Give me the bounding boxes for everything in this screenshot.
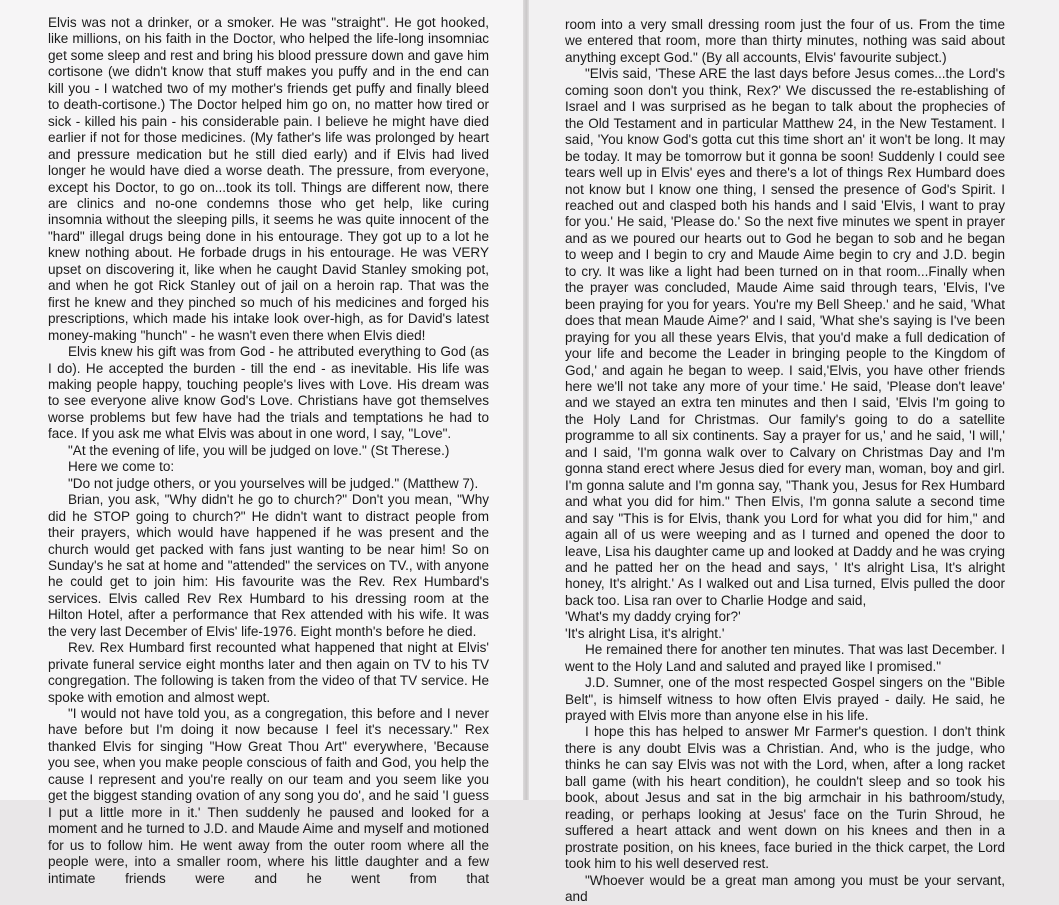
paragraph: Rev. Rex Humbard first recounted what happened that night at Elvis' private funeral service eight months later and then again on TV to his TV congregation. The following is taken from the video of that TV service. He spoke with emotion and almost wept. — [48, 640, 489, 705]
paragraph: Elvis knew his gift was from God - he attributed everything to God (as I do). He accepted the burden - till the end - as inevitable. His life was making people happy, touching people's lives with Love. His dream was to see everyone alive know God's Love. Christians have got themselves worse problems but few have had the trials and temptations he had to face. If you ask me what Elvis was about in one word, I say, "Love". — [48, 344, 489, 442]
paragraph: He remained there for another ten minutes. That was last December. I went to the Holy Land and saluted and prayed like I promised." — [565, 642, 1005, 674]
paragraph: "I would not have told you, as a congregation, this before and I never have before but I'm doing it now because I feel it's necessary." Rex thanked Elvis for singing "How Great Thou Art" everywhere, 'Because you see, when you make people conscious of faith and God, you help the cause I represent and you're really on our team and you seem like you get the biggest standing ovation of any song you do', and he said 'I guess I put a little more in it.' Then suddenly he paused and looked for a moment and he turned to J.D. and Maude Aime and myself and motioned for us to follow him. He went away from the outer room where all the people were, into a smaller room, where his little daughter and a few intimate friends were and he went from that — [48, 706, 489, 886]
paragraph: Brian, you ask, "Why didn't he go to church?" Don't you mean, "Why did he STOP going to church?" He didn't want to distract people from their prayers, which would have happened if he was present and the church would get packed with fans just wanting to be near him! So on Sunday's he sat at home and "attended" the services on TV., with anyone he could get to join him: His favourite was the Rev. Rex Humbard's services. Elvis called Rev Rex Humbard to his dressing room at the Hilton Hotel, after a performance that Rex attended with his wife. It was the very last December of Elvis' life-1976. Eight month's before he died. — [48, 492, 489, 639]
paragraph: Here we come to: — [68, 459, 175, 475]
quote-st-therese: "At the evening of life, you will be judged on love." (St Therese.) — [68, 442, 450, 458]
paragraph: "Whoever would be a great man among you must be your servant, and — [565, 872, 1005, 905]
dialogue-line: 'It's alright Lisa, it's alright.' — [565, 625, 725, 641]
paragraph: Elvis was not a drinker, or a smoker. He was "straight". He got hooked, like millions, on his faith in the Doctor, who helped the life-long insomniac get some sleep and rest and bring his blood pressure down and gave him cortisone (we didn't know that stuff makes you puffy and in the end can kill you - I watched two of my mother's friends get puffy and finally bleed to death-cortisone.) The Doctor helped him go on, no matter how tired or sick - killed his pain - his considerable pain. I believe he might have died earlier if not for those medicines. (My father's life was prolonged by heart and pressure medication but he still died early) and if Elvis had lived longer he would have died a worse death. The pressure, from everyone, except his Doctor, to go on...took its toll. Things are different now, there are clinics and no-one condemns those who get help, like curing insomnia without the sleeping pills, it seems he was quite innocent of the "hard" illegal drugs being done in his entourage. They got up to a lot he knew nothing about. He forbade drugs in his entourage. He was VERY upset on discovering it, like when he caught David Stanley smoking pot, and when he got Rick Stanley out of jail on a heroin rap. That was the first he knew and they pinched so much of his medicines and forged his prescriptions, which made his intake look over-high, as for David's latest money-making "hunch" - he wasn't even there when Elvis died! — [48, 15, 489, 343]
quote-matthew-7: "Do not judge others, or you yourselves will be judged." (Matthew 7). — [68, 475, 479, 491]
paragraph: J.D. Sumner, one of the most respected Gospel singers on the "Bible Belt", is himself witness to how often Elvis prayed - daily. He said, he prayed with Elvis more than anyone else in his life. — [565, 675, 1005, 724]
left-text-column — [48, 15, 489, 887]
paragraph: I hope this has helped to answer Mr Farmer's question. I don't think there is any doubt Elvis was a Christian. And, who is the judge, who thinks he can say Elvis was not with the Lord, when, after a long racket ball game (with his heart condition), he couldn't sleep and so took his book, about Jesus and sat in the big armchair in his bathroom/study, reading, or perhaps looking at Jesus' face on the Turin Shroud, he suffered a heart attack and went down on his knees and then in a prostrate position, on his knees, face buried in the thick carpet, the Lord took him to his well deserved rest. — [565, 724, 1005, 872]
right-text-column — [565, 17, 1005, 905]
left-page — [0, 0, 527, 886]
right-page — [529, 0, 1059, 905]
paragraph: "Elvis said, 'These ARE the last days before Jesus comes...the Lord's coming soon don't you think, Rex?' We discussed the re-establishing of Israel and I was surprised as he began to talk about the prophecies of the Old Testament and in particular Matthew 24, in the New Testament. I said, 'You know God's gotta cut this time short an' it won't be long. It may be today. It may be tomorrow but it gonna be soon! Suddenly I could see tears well up in Elvis' eyes and there's a lot of things Rex Humbard does not know but I know one thing, I sensed the presence of God's Spirit. I reached out and clasped both his hands and I said 'Elvis, I want to pray for you.' He said, 'Please do.' So the next five minutes we spent in prayer and as we poured our hearts out to God he began to sob and he began to weep and I begin to cry and Maude Aime begin to cry and J.D. begin to cry. It was like a light had been turned on in that room...Finally when the prayer was concluded, Maude Aime said through tears, 'Elvis, I've been praying for you for years. You're my Bell Sheep.' and he said, 'What does that mean Maude Aime?' and I said, 'What she's saying is I've been praying for you all these years Elvis, that you'd make a full dedication of your life and become the Leader in bringing people to the Kingdom of God,' and again he began to weep. I said,'Elvis, you have other friends here we'll not take any more of your time.' He said, 'Please don't leave' and we stayed an extra ten minutes and then I said, 'Elvis I'm going to the Holy Land for Christmas. Our family's going to do a satellite programme to all six continents. Say a prayer for us,' and he said, 'I will,' and I said, 'I'm gonna walk over to Calvary on Christmas Day and I'm gonna stand erect where Jesus died for every man, woman, boy and girl. I'm gonna salute and I'm gonna say, "Thank you, Jesus for Rex Humbard and what you did for him." Then Elvis, I'm gonna salute a second time and say "This is for Elvis, thank you Lord for what you did for him," and again all of us were weeping and as I turned and opened the door to leave, Lisa his daughter came up and looked at Daddy and he was crying and he patted her on the head and says, ' It's alright Lisa, It's alright honey, It's alright.' As I walked out and Lisa turned, Elvis pulled the door back too. Lisa ran over to Charlie Hodge and said, — [565, 66, 1005, 608]
dialogue-line: 'What's my daddy crying for?' — [565, 609, 741, 625]
paragraph: room into a very small dressing room just the four of us. From the time we entered that room, more than thirty minutes, nothing was said about anything except God." (By all accounts, Elvis' favourite subject.) — [565, 17, 1005, 65]
